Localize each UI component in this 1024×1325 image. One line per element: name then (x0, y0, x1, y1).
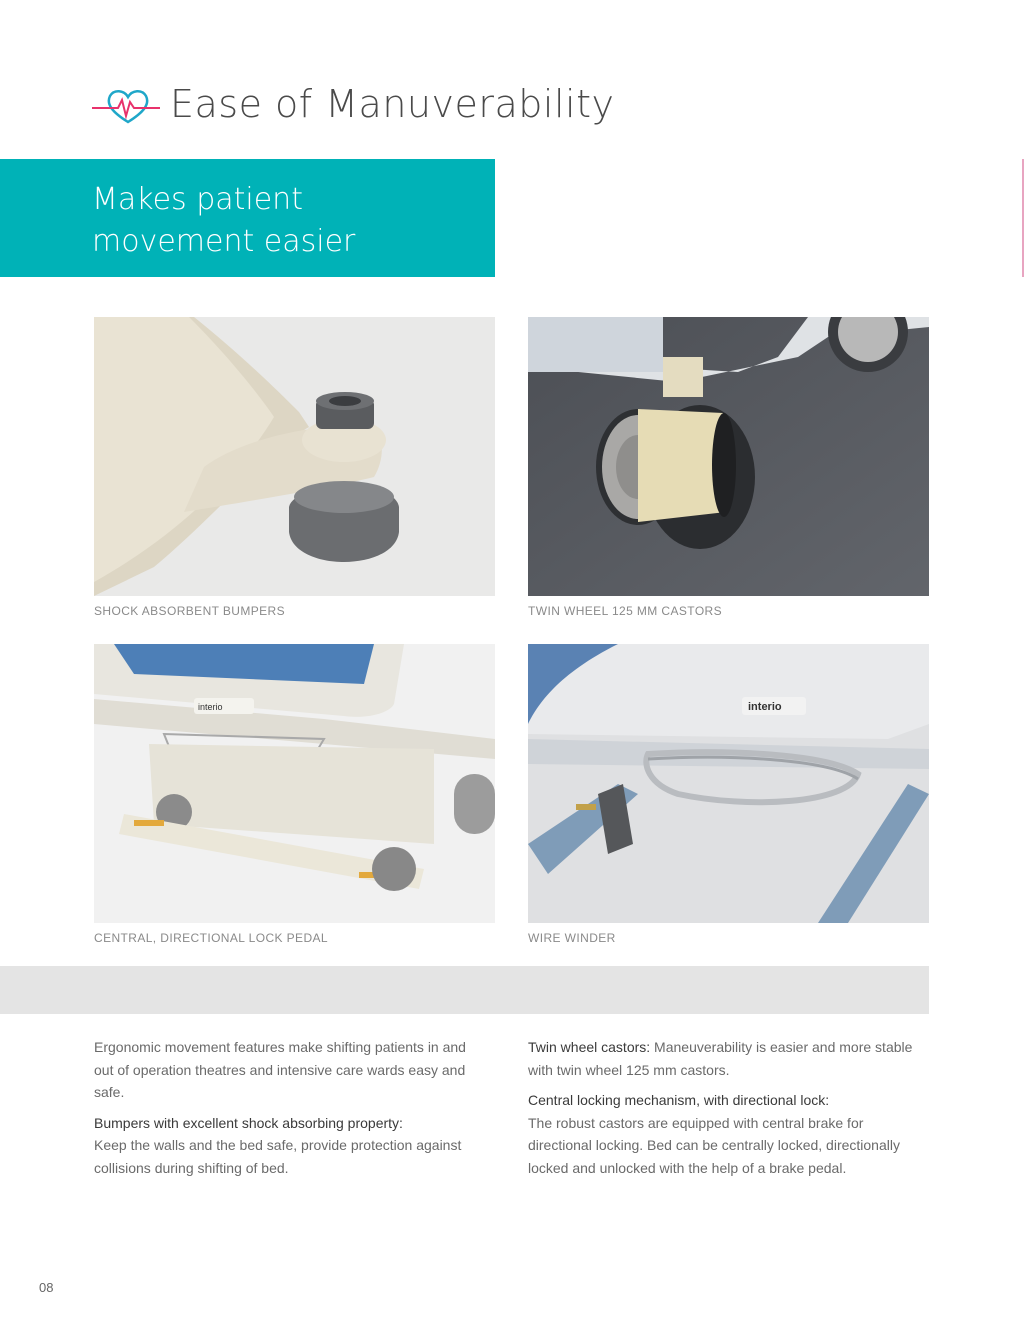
heartbeat-heart-icon (92, 86, 164, 126)
photo-wire-winder (528, 644, 929, 923)
brand-logo-interio: interio (748, 701, 782, 713)
banner-line-1: Makes patient (92, 182, 303, 217)
right-text-column (528, 1036, 923, 1187)
subtitle-banner (0, 159, 495, 277)
caption-wire-winder: WIRE WINDER (528, 931, 616, 945)
castors-text: Maneuverability is easier and more stable with twin wheel 125 mm castors. (528, 1039, 913, 1078)
locking-text: The robust castors are equipped with central brake for directional locking. Bed can be centrally locked, directionally locked and unlocked with the help of a brake pedal. (528, 1114, 900, 1176)
photo-twin-castors (528, 317, 929, 596)
locking-paragraph (528, 1089, 923, 1179)
caption-shock-bumpers: SHOCK ABSORBENT BUMPERS (94, 604, 286, 618)
page-number: 08 (39, 1280, 54, 1295)
caption-lock-pedal: CENTRAL, DIRECTIONAL LOCK PEDAL (94, 931, 329, 945)
divider-band (0, 966, 929, 1014)
castors-heading: Twin wheel castors: (528, 1039, 651, 1055)
photo-lock-pedal (94, 644, 495, 923)
bumpers-text: Keep the walls and the bed safe, provide protection against collisions during shifting of bed. (94, 1137, 462, 1176)
intro-paragraph: Ergonomic movement features make shifting patients in and out of operation theatres and intensive care wards easy and safe. (94, 1039, 466, 1100)
section-header (92, 80, 692, 136)
photo-shock-bumpers (94, 317, 495, 596)
left-text-column (94, 1036, 489, 1187)
caption-twin-castors: TWIN WHEEL 125 MM CASTORS (528, 604, 723, 618)
bumpers-heading: Bumpers with excellent shock absorbing property: (94, 1114, 403, 1131)
banner-line-2: movement easier (92, 224, 356, 259)
page-title: Ease of Manuverability (170, 82, 615, 126)
castors-paragraph (528, 1036, 923, 1081)
locking-heading: Central locking mechanism, with directional lock: (528, 1092, 830, 1108)
brand-logo-interio: interio (198, 702, 223, 712)
bumpers-paragraph (94, 1112, 489, 1180)
banner-text (92, 179, 355, 263)
